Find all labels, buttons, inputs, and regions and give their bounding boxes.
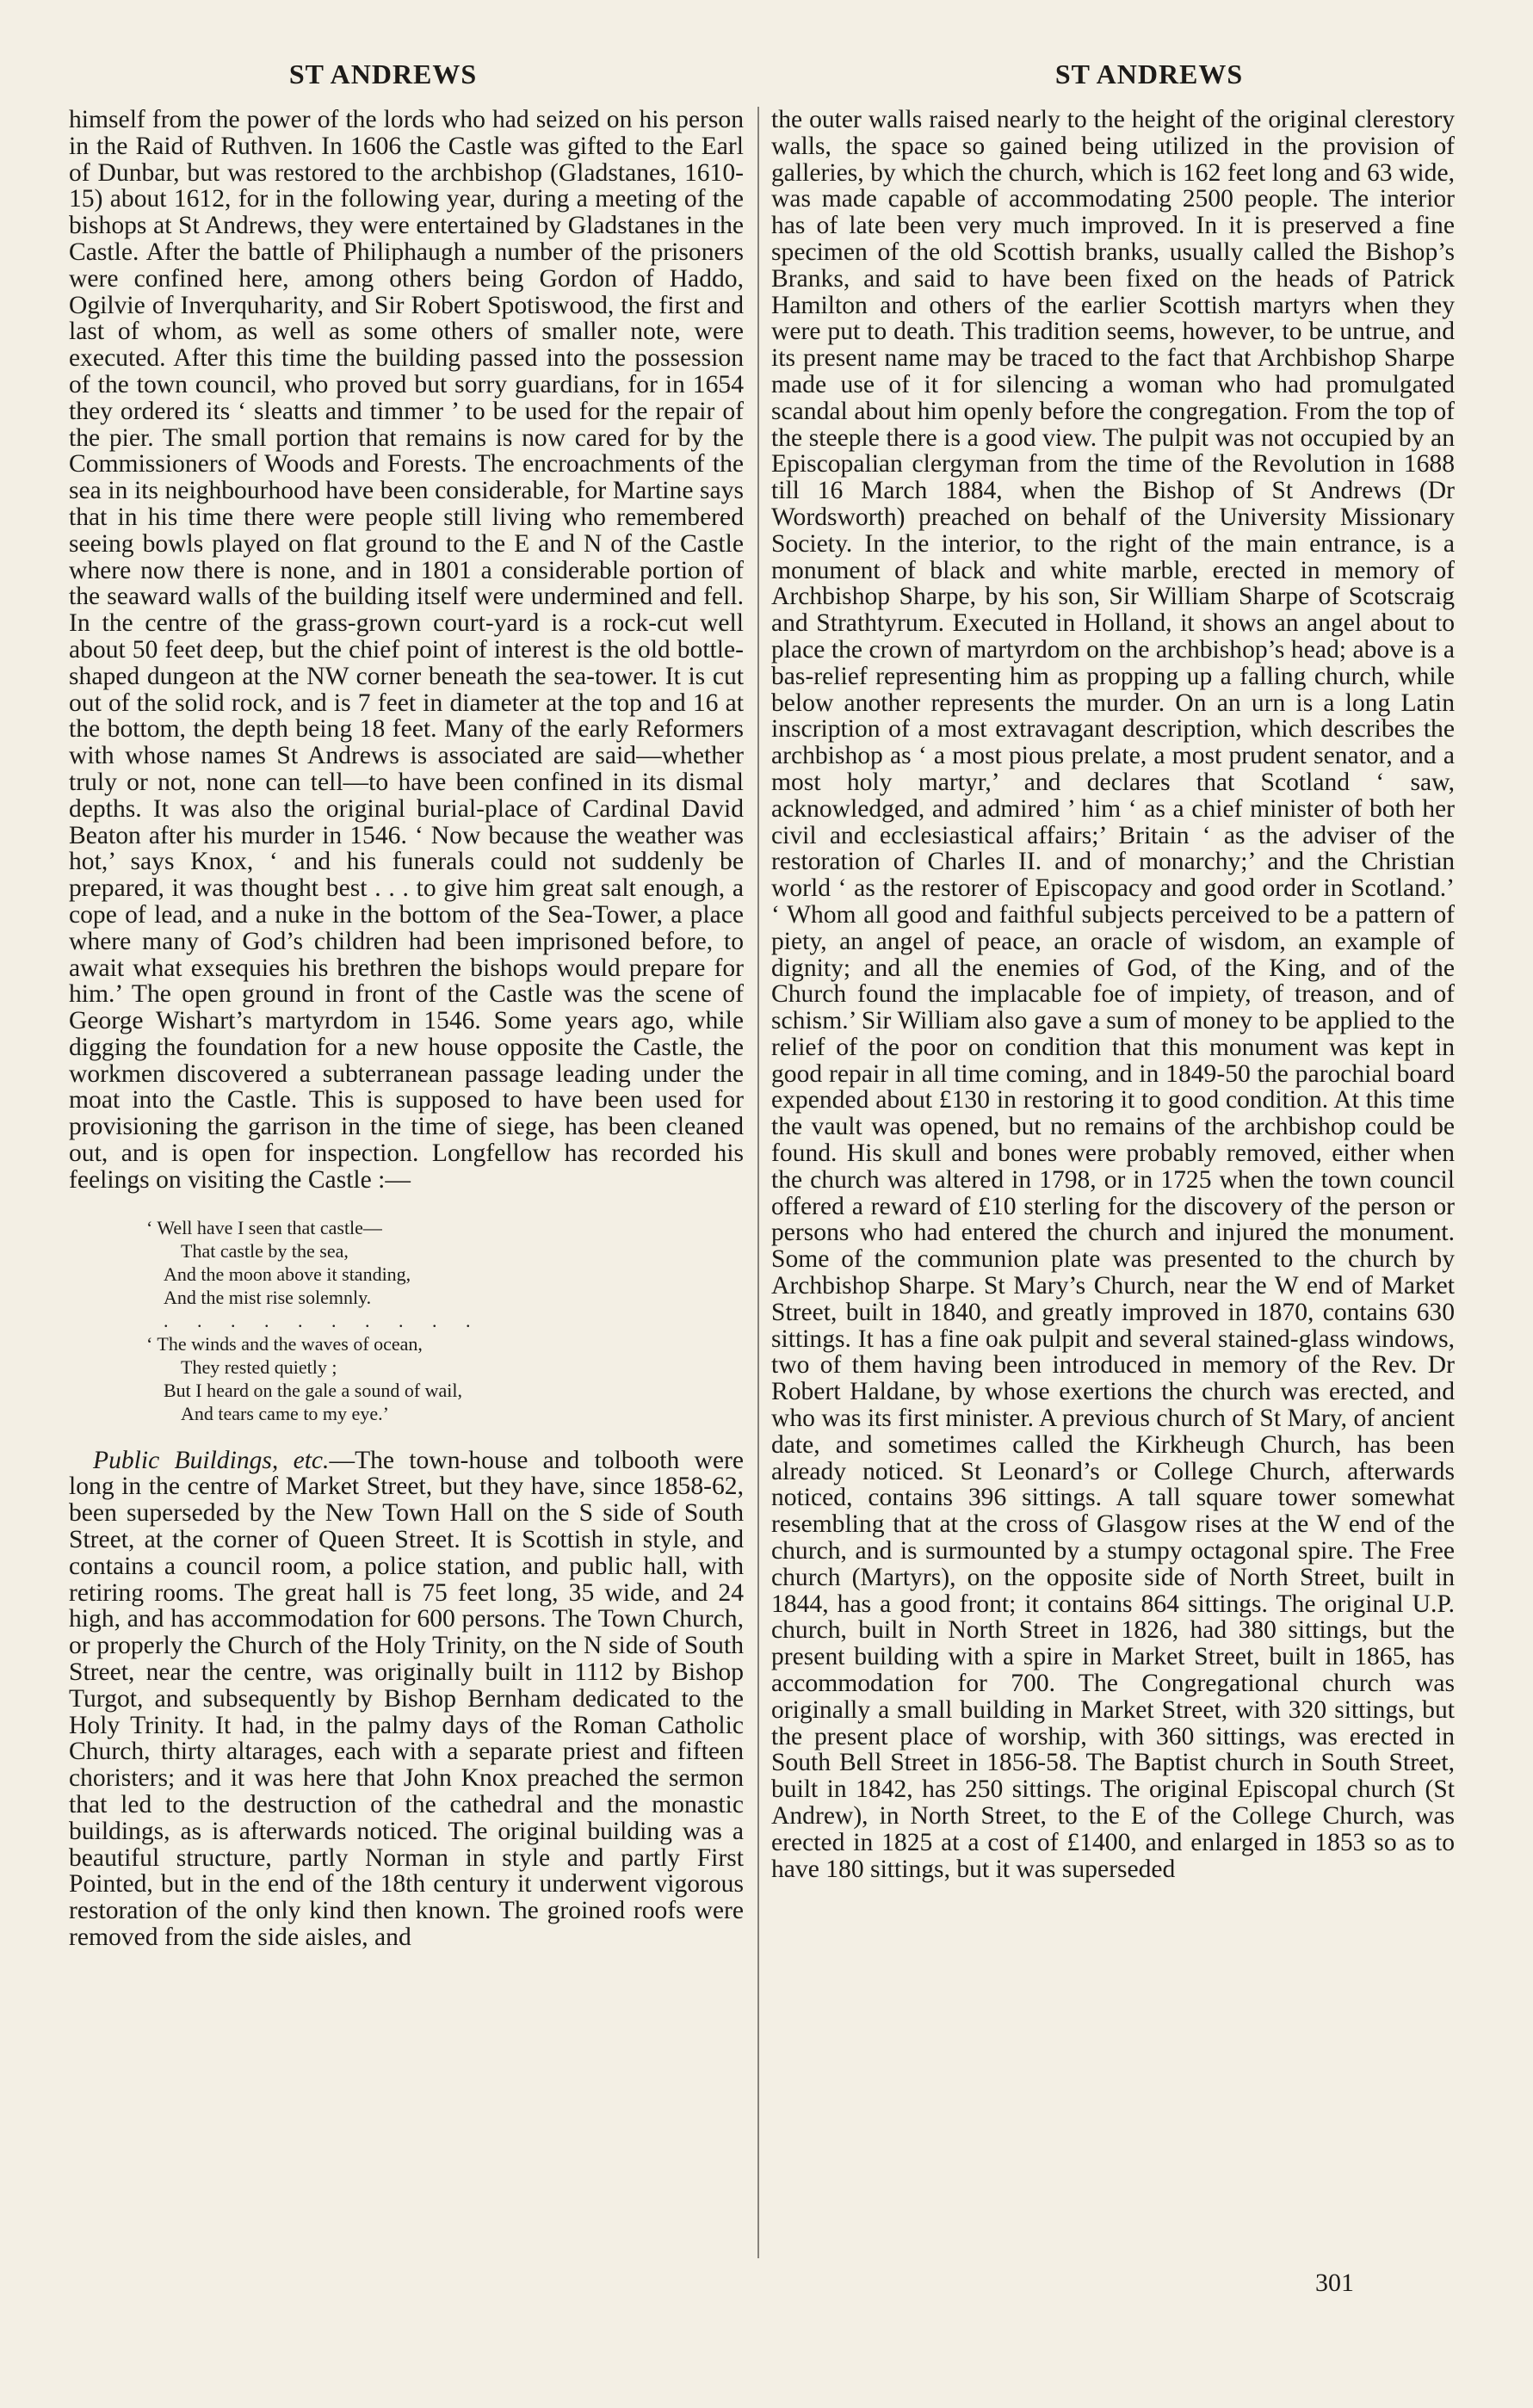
public-buildings-text: —The town-house and tolbooth were long in the centre of Market Street, but they have, since 1858-62, been superseded by the New Town Hall on the S side of South Street, at the corner of Queen Street. It is Scottish in style, and contains a council room, a police station, and public hall, with retiring rooms. The great hall is 75 feet long, 35 wide, and 24 high, and has accommodation for 600 persons. The Town Church, or properly the Church of the Holy Trinity, on the N side of South Street, near the centre, was originally built in 1112 by Bishop Turgot, and subsequently by Bishop Bernham dedicated to the Holy Trinity. It had, in the palmy days of the Roman Catholic Church, thirty altarages, each with a separate priest and fifteen choristers; and it was here that John Knox preached the sermon that led to the destruction of the cathedral and the monastic buildings, as is afterwards noticed. The original building was a beautiful structure, partly Norman in style and partly First Pointed, but in the end of the 18th century it underwent vigorous restoration of the only kind then known. The groined roofs were removed from the side aisles, and <box>69 1446 744 1952</box>
left-paragraph-castle: himself from the power of the lords who had seized on his person in the Raid of Ruthven. In 1606 the Castle was gifted to the Earl of Dunbar, but was restored to the archbishop (Gladstanes, 1610-15) about 1612, for in the following year, during a meeting of the bishops at St Andrews, they were entertained by Gladstanes in the Castle. After the battle of Philiphaugh a number of the prisoners were confined here, among others being Gordon of Haddo, Ogilvie of Inverquharity, and Sir Robert Spotiswood, the first and last of whom, as well as some others of smaller note, were executed. After this time the building passed into the possession of the town council, who proved but sorry guardians, for in 1654 they ordered its ‘ sleatts and timmer ’ to be used for the repair of the pier. The small portion that remains is now cared for by the Commissioners of Woods and Forests. The encroachments of the sea in its neighbourhood have been considerable, for Martine says that in his time there were people still living who remembered seeing bowls played on flat ground to the E and N of the Castle where now there is none, and in 1801 a considerable portion of the seaward walls of the building itself were undermined and fell. In the centre of the grass-grown court-yard is a rock-cut well about 50 feet deep, but the chief point of interest is the old bottle-shaped dungeon at the NW corner beneath the sea-tower. It is cut out of the solid rock, and is 7 feet in diameter at the top and 16 at the bottom, the depth being 18 feet. Many of the early Reformers with whose names St Andrews is associated are said—whether truly or not, none can tell—to have been confined in its dismal depths. It was also the original burial-place of Cardinal David Beaton after his murder in 1546. ‘ Now because the weather was hot,’ says Knox, ‘ and his funerals could not suddenly be prepared, it was thought best . . . to give him great salt enough, a cope of lead, and a nuke in the bottom of the Sea-Tower, a place where many of God’s children had been imprisoned before, to await what exsequies his brethren the bishops would prepare for him.’ The open ground in front of the Castle was the scene of George Wishart’s martyrdom in 1546. Some years ago, while digging the foundation for a new house opposite the Castle, the workmen discovered a subterranean passage leading under the moat into the Castle. This is supposed to have been used for provisioning the garrison in the time of siege, has been cleaned out, and is open for inspection. Longfellow has recorded his feelings on visiting the Castle :— <box>69 106 744 1194</box>
section-heading-public-buildings: Public Buildings, etc. <box>93 1446 330 1474</box>
poem-line: They rested quietly ; <box>181 1355 337 1378</box>
poem-line: And tears came to my eye.’ <box>181 1402 389 1424</box>
poem-line: But I heard on the gale a sound of wail, <box>164 1379 463 1401</box>
running-head-right: ST ANDREWS <box>1054 59 1244 90</box>
poem-line: And the mist rise solemnly. <box>164 1286 372 1308</box>
longfellow-poem <box>69 1216 744 1425</box>
poem-line: That castle by the sea, <box>181 1239 349 1262</box>
poem-ellipsis: . . . . . . . . . . <box>164 1309 483 1331</box>
poem-line: And the moon above it standing, <box>164 1263 411 1285</box>
left-paragraph-public-buildings <box>69 1448 744 1951</box>
page-number: 301 <box>1315 2269 1354 2297</box>
right-column <box>771 107 1455 1882</box>
column-rule <box>757 107 759 2258</box>
running-head-left: ST ANDREWS <box>288 59 478 90</box>
poem-line: ‘ The winds and the waves of ocean, <box>146 1332 423 1355</box>
left-column <box>69 107 744 1951</box>
poem-line: ‘ Well have I seen that castle— <box>146 1216 382 1238</box>
right-paragraph-churches: the outer walls raised nearly to the height of the original clerestory walls, the space so gained being utilized in the provision of galleries, by which the church, which is 162 feet long and 63 wide, was made capable of accommodating 2500 people. The interior has of late been very much improved. In it is preserved a fine specimen of the old Scottish branks, usually called the Bishop’s Branks, and said to have been fixed on the heads of Patrick Hamilton and others of the earlier Scottish martyrs when they were put to death. This tradition seems, however, to be untrue, and its present name may be traced to the fact that Archbishop Sharpe made use of it for silencing a woman who had promulgated scandal about him openly before the congregation. From the top of the steeple there is a good view. The pulpit was not occupied by an Episcopalian clergyman from the time of the Revolution in 1688 till 16 March 1884, when the Bishop of St Andrews (Dr Wordsworth) preached on behalf of the University Missionary Society. In the interior, to the right of the main entrance, is a monument of black and white marble, erected in memory of Archbishop Sharpe, by his son, Sir William Sharpe of Scotscraig and Strathtyrum. Executed in Holland, it shows an angel about to place the crown of martyrdom on the archbishop’s head; above is a bas-relief representing him as propping up a falling church, while below another represents the murder. On an urn is a long Latin inscription of a most extravagant description, which describes the archbishop as ‘ a most pious prelate, a most prudent senator, and a most holy martyr,’ and declares that Scotland ‘ saw, acknowledged, and admired ’ him ‘ as a chief minister of both her civil and ecclesiastical affairs;’ Britain ‘ as the adviser of the restoration of Charles II. and of monarchy;’ and the Christian world ‘ as the restorer of Episcopacy and good order in Scotland.’ ‘ Whom all good and faithful subjects perceived to be a pattern of piety, an angel of peace, an oracle of wisdom, an example of dignity; and all the enemies of God, of the King, and of the Church found the implacable foe of impiety, of treason, and of schism.’ Sir William also gave a sum of money to be applied to the relief of the poor on condition that this monument was kept in good repair in all time coming, and in 1849-50 the parochial board expended about £130 in restoring it to good condition. At this time the vault was opened, but no remains of the archbishop could be found. His skull and bones were probably removed, either when the church was altered in 1798, or in 1725 when the town council offered a reward of £10 sterling for the discovery of the person or persons who had entered the church and injured the monument. Some of the communion plate was presented to the church by Archbishop Sharpe. St Mary’s Church, near the W end of Market Street, built in 1840, and greatly improved in 1870, contains 630 sittings. It has a fine oak pulpit and several stained-glass windows, two of them having been introduced in memory of the Rev. Dr Robert Haldane, by whose exertions the church was erected, and who was its first minister. A previous church of St Mary, of ancient date, and sometimes called the Kirkheugh Church, has been already noticed. St Leonard’s or College Church, afterwards noticed, contains 396 sittings. A tall square tower somewhat resembling that at the cross of Glasgow rises at the W end of the church, and is surmounted by a stumpy octagonal spire. The Free church (Martyrs), on the opposite side of North Street, built in 1844, has a good front; it contains 864 sittings. The original U.P. church, built in North Street in 1826, had 380 sittings, but the present building with a spire in Market Street, built in 1865, has accommodation for 700. The Congregational church was originally a small building in Market Street, with 320 sittings, but the present place of worship, with 360 sittings, was erected in South Bell Street in 1856-58. The Baptist church in South Street, built in 1842, has 250 sittings. The original Episcopal church (St Andrew), in North Street, to the E of the College Church, was erected in 1825 at a cost of £1400, and enlarged in 1853 so as to have 180 sittings, but it was superseded <box>771 106 1455 1883</box>
